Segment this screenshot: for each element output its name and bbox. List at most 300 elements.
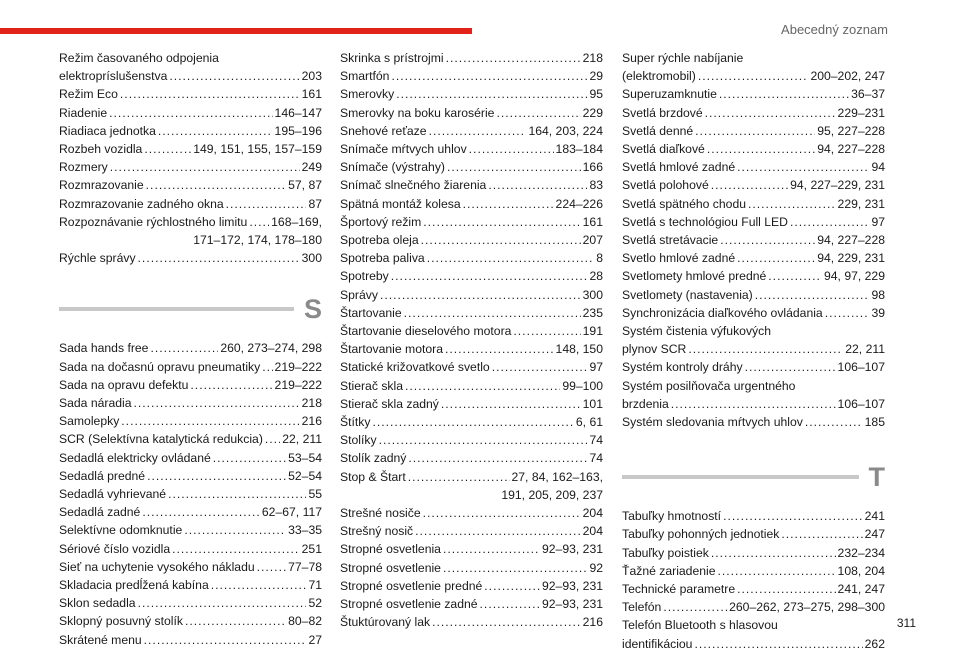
entry-pages: 55	[308, 487, 322, 502]
dot-leader	[408, 449, 587, 467]
entry-term: Stop & Štart	[340, 469, 406, 484]
entry-row	[340, 286, 603, 304]
entry-pages: 94, 227–229, 231	[790, 178, 885, 193]
dot-leader	[190, 376, 272, 394]
entry-pages: 168–169,	[271, 214, 322, 229]
entry-term: Štartovanie motora	[340, 342, 443, 357]
entry-row	[622, 158, 885, 176]
entry-row	[59, 122, 322, 140]
index-entry	[340, 540, 603, 558]
dot-leader	[711, 176, 788, 194]
entry-row	[59, 67, 322, 85]
index-entry	[59, 612, 322, 630]
dot-leader	[688, 340, 843, 358]
entry-pages: 22, 211	[845, 342, 885, 357]
index-entry	[340, 140, 603, 158]
entry-term: Systém kontroly dráhy	[622, 360, 743, 375]
entry-pages: 216	[301, 414, 322, 429]
entry-pages: 241	[864, 509, 885, 524]
index-entry	[340, 158, 603, 176]
entry-term: Svetlá polohové	[622, 178, 709, 193]
entry-pages: 94, 229, 231	[817, 251, 885, 266]
entry-pages: 71	[308, 578, 322, 593]
entry-row	[59, 503, 322, 521]
index-entry	[340, 613, 603, 631]
dot-leader	[421, 231, 581, 249]
entry-term: brzdenia	[622, 396, 669, 411]
dot-leader	[415, 522, 581, 540]
entry-row	[59, 412, 322, 430]
entry-row	[622, 231, 885, 249]
index-entry	[622, 358, 885, 376]
entry-term: Selektívne odomknutie	[59, 523, 183, 538]
entry-row	[340, 559, 603, 577]
dot-leader	[768, 267, 822, 285]
dot-leader	[790, 213, 869, 231]
index-entry	[59, 140, 322, 158]
entry-term: Sada hands free	[59, 341, 149, 356]
entry-term: Technické parametre	[622, 582, 736, 597]
entry-term: Svetlá stretávacie	[622, 233, 719, 248]
entry-pages: 260, 273–274, 298	[220, 341, 322, 356]
entry-term: Stolík zadný	[340, 451, 407, 466]
entry-row	[59, 430, 322, 448]
entry-term: Sedadlá vyhrievané	[59, 487, 167, 502]
entry-row	[59, 576, 322, 594]
dot-leader	[488, 176, 587, 194]
entry-row	[622, 598, 885, 616]
index-entry	[59, 449, 322, 467]
index-entry	[340, 249, 603, 267]
index-entry	[59, 412, 322, 430]
letter-heading-t	[622, 461, 885, 493]
index-entry	[622, 249, 885, 267]
entry-pages: 204	[582, 506, 603, 521]
entry-term: Spotreba paliva	[340, 251, 425, 266]
entry-pages: 161	[301, 87, 322, 102]
index-entry	[340, 85, 603, 103]
entry-row	[59, 213, 322, 231]
dot-leader	[109, 104, 272, 122]
index-entry	[340, 395, 603, 413]
dot-leader	[372, 413, 573, 431]
dot-leader	[138, 249, 300, 267]
entry-pages: 219–222	[274, 377, 322, 392]
index-entry	[622, 104, 885, 122]
index-entry	[340, 577, 603, 595]
entry-pages: 232–234	[837, 545, 885, 560]
entry-term: Rýchle správy	[59, 251, 136, 266]
entry-pages: 33–35	[288, 523, 322, 538]
entry-pages: 183–184	[555, 142, 603, 157]
index-entry	[622, 195, 885, 213]
entry-term: Sada na opravu defektu	[59, 377, 189, 392]
index-entry	[340, 377, 603, 395]
entry-row	[340, 213, 603, 231]
dot-leader	[391, 267, 588, 285]
dot-leader	[404, 304, 581, 322]
entry-pages: 92–93, 231	[542, 542, 603, 557]
entry-term: Strešné nosiče	[340, 506, 421, 521]
dot-leader	[671, 395, 836, 413]
index-entry	[59, 485, 322, 503]
index-entry	[622, 616, 885, 652]
entry-pages: 251	[301, 541, 322, 556]
dot-leader	[469, 140, 554, 158]
entry-term: Sériové číslo vozidla	[59, 541, 171, 556]
dot-leader	[695, 122, 815, 140]
index-entry	[622, 598, 885, 616]
index-entry	[340, 267, 603, 285]
entry-pages: 95, 227–228	[817, 123, 885, 138]
entry-row	[340, 195, 603, 213]
index-entry	[340, 213, 603, 231]
letter-divider	[59, 307, 294, 311]
index-entry	[340, 340, 603, 358]
entry-term: Sada náradia	[59, 396, 132, 411]
index-entry	[622, 507, 885, 525]
dot-leader	[737, 249, 815, 267]
entry-term: Skrátené menu	[59, 632, 142, 647]
entry-pages: 106–107	[837, 360, 885, 375]
entry-term: Skladacia predĺžená kabína	[59, 578, 209, 593]
entry-pages: 148, 150	[555, 342, 603, 357]
entry-term: Smerovky na boku karosérie	[340, 105, 495, 120]
entry-term: Svetlomety (nastavenia)	[622, 287, 753, 302]
dot-leader	[484, 577, 540, 595]
entry-pages: 101	[582, 396, 603, 411]
index-entry	[340, 67, 603, 85]
entry-list-s-continued	[340, 49, 603, 632]
entry-row	[59, 339, 322, 357]
entry-term: Spotreby	[340, 269, 389, 284]
entry-term-line: Systém posilňovača urgentného	[622, 378, 796, 393]
entry-row	[340, 577, 603, 595]
entry-pages: 27	[308, 632, 322, 647]
entry-row	[340, 140, 603, 158]
index-entry	[59, 503, 322, 521]
index-entry	[340, 504, 603, 522]
dot-leader	[380, 286, 581, 304]
entry-pages-continued: 191, 205, 209, 237	[501, 487, 603, 502]
entry-pages: 106–107	[837, 396, 885, 411]
dot-leader	[169, 67, 299, 85]
entry-pages: 83	[589, 178, 603, 193]
letter-label: S	[303, 294, 322, 325]
entry-term: Svetlá spätného chodu	[622, 196, 746, 211]
index-entry	[622, 322, 885, 358]
entry-row	[340, 158, 603, 176]
entry-row	[340, 504, 603, 522]
entry-pages: 97	[589, 360, 603, 375]
entry-row	[59, 358, 322, 376]
index-column-2	[340, 49, 603, 632]
entry-row	[340, 340, 603, 358]
dot-leader	[265, 430, 280, 448]
index-entry	[59, 467, 322, 485]
entry-term: Stropné osvetlenie predné	[340, 578, 483, 593]
dot-leader	[698, 67, 809, 85]
entry-row	[59, 467, 322, 485]
entry-term: Športový režim	[340, 214, 422, 229]
index-entry	[340, 49, 603, 67]
dot-leader	[121, 412, 299, 430]
entry-term: Svetlo hmlové zadné	[622, 251, 736, 266]
entry-term: Strešný nosič	[340, 524, 414, 539]
entry-row	[340, 231, 603, 249]
entry-pages: 247	[864, 527, 885, 542]
dot-leader	[226, 195, 307, 213]
dot-leader	[441, 395, 581, 413]
entry-row	[622, 507, 885, 525]
entry-pages: 92–93, 231	[542, 597, 603, 612]
index-entry	[340, 304, 603, 322]
dot-leader	[480, 595, 540, 613]
entry-row	[340, 67, 603, 85]
index-entry	[59, 394, 322, 412]
entry-row	[59, 376, 322, 394]
dot-leader	[185, 612, 286, 630]
entry-row	[340, 49, 603, 67]
entry-term-line: Režim časovaného odpojenia	[59, 51, 219, 65]
index-entry	[622, 122, 885, 140]
entry-pages: 57, 87	[288, 178, 322, 193]
entry-term: Svetlá s technológiou Full LED	[622, 214, 788, 229]
index-entry	[340, 195, 603, 213]
entry-pages: 22, 211	[282, 432, 322, 447]
entry-term: Sedadlá predné	[59, 468, 146, 483]
entry-term: Snímače (výstrahy)	[340, 160, 445, 175]
entry-row	[59, 612, 322, 630]
index-entry	[59, 358, 322, 376]
entry-pages: 161	[582, 214, 603, 229]
entry-row	[59, 158, 322, 176]
dot-leader	[262, 358, 272, 376]
index-entry	[622, 176, 885, 194]
dot-leader	[249, 213, 269, 231]
entry-list-s-end	[622, 49, 885, 431]
entry-term: Systém sledovania mŕtvych uhlov	[622, 415, 803, 430]
entry-pages: 300	[301, 251, 322, 266]
entry-row	[340, 85, 603, 103]
entry-term: Smartfón	[340, 69, 390, 84]
dot-leader	[737, 580, 835, 598]
entry-term-line: Super rýchle nabíjanie	[622, 51, 744, 65]
dot-leader	[396, 85, 587, 103]
entry-pages: 204	[582, 524, 603, 539]
entry-row	[622, 358, 885, 376]
entry-list-t	[622, 507, 885, 653]
entry-term: Sedadlá zadné	[59, 505, 141, 520]
entry-pages: 200–202, 247	[810, 69, 885, 84]
entry-list-r	[59, 49, 322, 267]
dot-leader	[110, 158, 300, 176]
index-entry	[622, 231, 885, 249]
index-entry	[622, 377, 885, 413]
index-column-1	[59, 49, 322, 649]
section-title: Abecedný zoznam	[781, 22, 888, 37]
dot-leader	[745, 358, 836, 376]
entry-row	[340, 304, 603, 322]
entry-pages: 27, 84, 162–163,	[511, 469, 603, 484]
entry-pages: 29	[589, 69, 603, 84]
dot-leader	[144, 140, 191, 158]
entry-term: Snehové reťaze	[340, 123, 427, 138]
entry-row	[340, 613, 603, 631]
entry-term: Stropné osvetlenia	[340, 542, 441, 557]
entry-pages: 39	[871, 305, 885, 320]
index-entry	[622, 544, 885, 562]
entry-term: Skrinka s prístrojmi	[340, 51, 444, 65]
letter-label: T	[868, 462, 885, 493]
dot-leader	[211, 576, 307, 594]
dot-leader	[492, 358, 588, 376]
entry-pages: 195–196	[274, 123, 322, 138]
entry-pages: 218	[301, 396, 322, 411]
entry-pages-continued: 171–172, 174, 178–180	[193, 233, 322, 248]
entry-pages: 53–54	[288, 450, 322, 465]
entry-row	[59, 85, 322, 103]
entry-pages: 164, 203, 224	[528, 123, 603, 138]
header-accent-bar	[0, 28, 472, 34]
entry-row	[622, 304, 885, 322]
dot-leader	[445, 340, 554, 358]
dot-leader	[718, 562, 836, 580]
index-entry	[340, 431, 603, 449]
entry-term: Snímač slnečného žiarenia	[340, 178, 487, 193]
index-entry	[59, 49, 322, 85]
entry-term: Synchronizácia diaľkového ovládania	[622, 305, 823, 320]
dot-leader	[781, 525, 862, 543]
entry-term: Stierač skla	[340, 378, 403, 393]
dot-leader	[446, 49, 581, 67]
entry-row	[59, 449, 322, 467]
entry-row	[340, 122, 603, 140]
dot-leader	[711, 544, 836, 562]
dot-leader	[150, 339, 218, 357]
dot-leader	[496, 104, 580, 122]
entry-pages: 249	[301, 160, 322, 175]
dot-leader	[805, 413, 863, 431]
entry-term: Tabuľky poistiek	[622, 545, 709, 560]
entry-term: (elektromobil)	[622, 69, 696, 84]
index-entry	[59, 430, 322, 448]
entry-term: Sedadlá elektricky ovládané	[59, 450, 211, 465]
entry-pages: 149, 151, 155, 157–159	[193, 142, 322, 157]
dot-leader	[168, 485, 306, 503]
entry-term: Smerovky	[340, 87, 395, 102]
entry-pages: 207	[582, 233, 603, 248]
entry-term: SCR (Selektívna katalytická redukcia)	[59, 432, 263, 447]
dot-leader	[147, 467, 286, 485]
entry-pages: 235	[582, 305, 603, 320]
entry-term: Superuzamknutie	[622, 87, 717, 102]
dot-leader	[513, 322, 580, 340]
entry-term: Stropné osvetlenie	[340, 560, 441, 575]
entry-term: Rozpoznávanie rýchlostného limitu	[59, 214, 248, 229]
entry-term: Spotreba oleja	[340, 233, 419, 248]
dot-leader	[423, 504, 581, 522]
entry-pages: 218	[582, 51, 603, 65]
dot-leader	[427, 249, 595, 267]
entry-row	[340, 540, 603, 558]
dot-leader	[707, 140, 815, 158]
entry-pages: 219–222	[274, 359, 322, 374]
entry-pages: 52	[308, 596, 322, 611]
dot-leader	[705, 104, 836, 122]
entry-pages: 229, 231	[837, 196, 885, 211]
index-entry	[59, 249, 322, 267]
entry-pages: 8	[596, 251, 603, 266]
entry-pages: 229	[582, 105, 603, 120]
entry-term: Snímače mŕtvych uhlov	[340, 142, 467, 157]
entry-pages: 108, 204	[837, 563, 885, 578]
entry-term: Sada na dočasnú opravu pneumatiky	[59, 359, 261, 374]
entry-row	[340, 176, 603, 194]
index-entry	[340, 322, 603, 340]
entry-term: Svetlá hmlové zadné	[622, 160, 736, 175]
entry-row	[59, 394, 322, 412]
entry-row	[622, 340, 885, 358]
entry-pages: 94	[871, 160, 885, 175]
dot-leader	[405, 377, 560, 395]
entry-pages: 94, 227–228	[817, 233, 885, 248]
index-entry	[59, 540, 322, 558]
entry-pages: 95	[589, 87, 603, 102]
entry-term: Stierač skla zadný	[340, 396, 439, 411]
entry-term: Rozbeh vozidla	[59, 142, 143, 157]
index-entry	[622, 158, 885, 176]
entry-term: Sieť na uchytenie vysokého nákladu	[59, 559, 255, 574]
entry-pages: 94, 227–228	[817, 142, 885, 157]
entry-row	[622, 249, 885, 267]
index-entry	[622, 85, 885, 103]
index-entry	[340, 413, 603, 431]
index-entry	[59, 176, 322, 194]
entry-term: Sklopný posuvný stolík	[59, 614, 183, 629]
entry-pages: 97	[871, 214, 885, 229]
entry-pages: 203	[301, 69, 322, 84]
index-entry	[622, 213, 885, 231]
entry-pages: 62–67, 117	[261, 505, 322, 520]
dot-leader	[443, 559, 587, 577]
entry-row	[340, 377, 603, 395]
entry-row	[340, 322, 603, 340]
entry-pages: 92–93, 231	[542, 578, 603, 593]
entry-pages: 74	[589, 451, 603, 466]
entry-pages: 300	[582, 287, 603, 302]
entry-term: Spätná montáž kolesa	[340, 196, 461, 211]
index-entry	[622, 580, 885, 598]
index-entry	[622, 267, 885, 285]
entry-term-line: Systém čistenia výfukových	[622, 324, 772, 339]
entry-row	[59, 594, 322, 612]
entry-pages: 74	[589, 433, 603, 448]
entry-term: Svetlomety hmlové predné	[622, 269, 767, 284]
dot-leader	[146, 176, 286, 194]
entry-term: Svetlá diaľkové	[622, 142, 705, 157]
index-entry	[59, 521, 322, 539]
dot-leader	[432, 613, 581, 631]
entry-row	[622, 85, 885, 103]
index-entry	[622, 525, 885, 543]
dot-leader	[463, 195, 554, 213]
index-entry	[340, 595, 603, 613]
entry-term: Štuktúrovaný lak	[340, 615, 431, 630]
entry-term: Tabuľky hmotností	[622, 509, 722, 524]
entry-pages: 36–37	[851, 87, 885, 102]
dot-leader	[694, 635, 862, 653]
